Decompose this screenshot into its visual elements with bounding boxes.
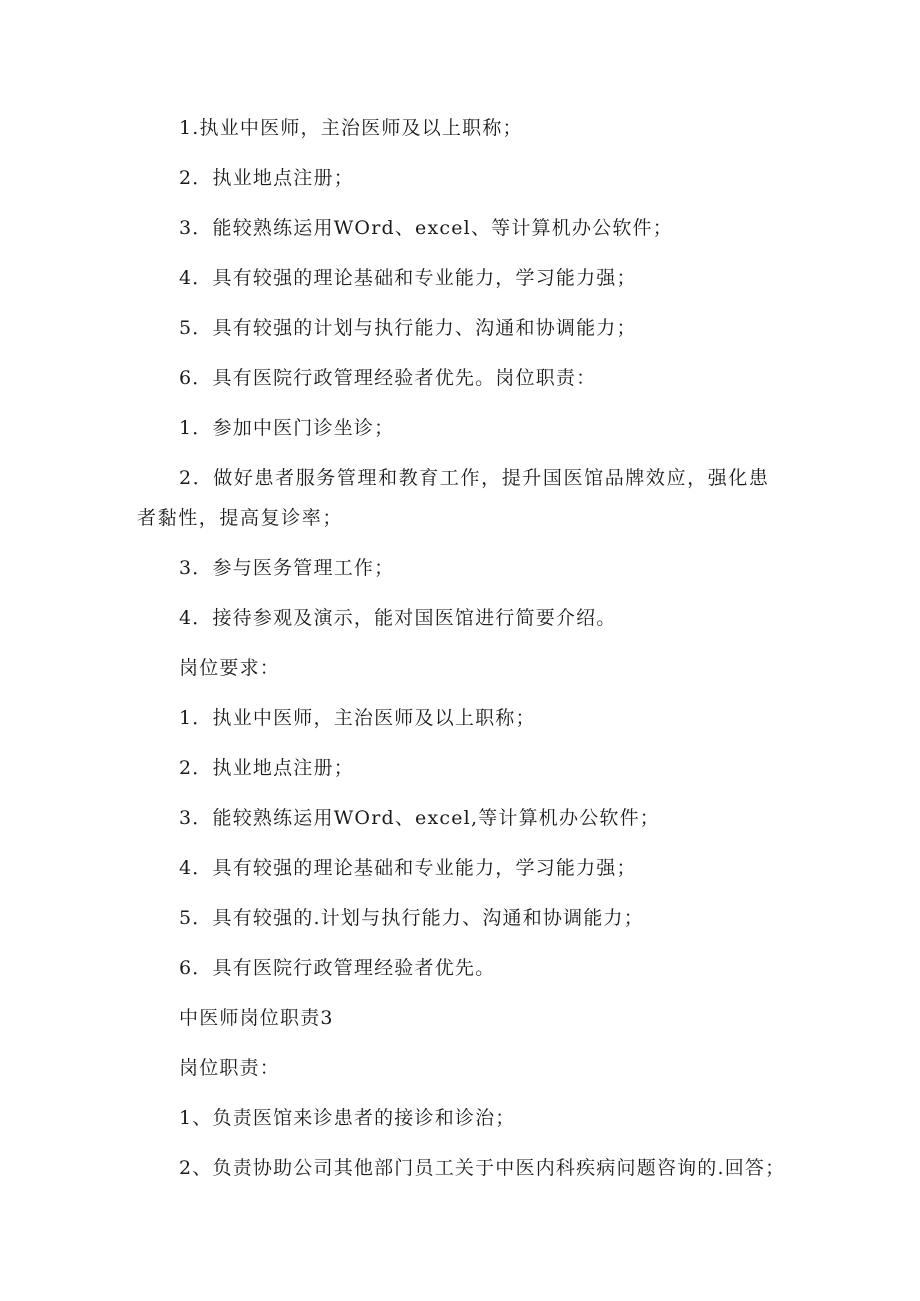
paragraph-resp-2: 2、负责协助公司其他部门员工关于中医内科疾病问题咨询的.回答； — [179, 1157, 786, 1179]
paragraph-req-2: 2．执业地点注册； — [179, 757, 354, 779]
document-body — [137, 108, 787, 1198]
paragraph-requirement-5: 5．具有较强的计划与执行能力、沟通和协调能力； — [179, 317, 637, 339]
section-title-duties-3: 中医师岗位职责3 — [179, 1007, 334, 1029]
section-heading-duties: 岗位职责： — [179, 1057, 281, 1079]
paragraph-req-1: 1．执业中医师，主治医师及以上职称； — [179, 707, 536, 729]
paragraph-req-5: 5．具有较强的.计划与执行能力、沟通和协调能力； — [179, 907, 644, 929]
paragraph-requirement-1: 1.执业中医师，主治医师及以上职称； — [179, 117, 523, 139]
paragraph-resp-1: 1、负责医馆来诊患者的接诊和诊治； — [179, 1107, 516, 1129]
paragraph-duty-1: 1．参加中医门诊坐诊； — [179, 417, 395, 439]
paragraph-duty-4: 4．接待参观及演示，能对国医馆进行简要介绍。 — [179, 607, 617, 629]
paragraph-requirement-6: 6．具有医院行政管理经验者优先。岗位职责： — [179, 367, 597, 389]
paragraph-duty-2: 2．做好患者服务管理和教育工作，提升国医馆品牌效应，强化患者黏性，提高复诊率； — [137, 467, 770, 529]
paragraph-requirement-3: 3．能较熟练运用WOrd、excel、等计算机办公软件； — [179, 217, 673, 239]
paragraph-duty-3: 3．参与医务管理工作； — [179, 557, 395, 579]
paragraph-req-6: 6．具有医院行政管理经验者优先。 — [179, 957, 496, 979]
paragraph-requirement-4: 4．具有较强的理论基础和专业能力，学习能力强； — [179, 267, 637, 289]
section-heading-requirements: 岗位要求： — [179, 657, 281, 679]
paragraph-requirement-2: 2．执业地点注册； — [179, 167, 354, 189]
paragraph-req-3: 3．能较熟练运用WOrd、excel,等计算机办公软件； — [179, 807, 661, 829]
paragraph-req-4: 4．具有较强的理论基础和专业能力，学习能力强； — [179, 857, 637, 879]
